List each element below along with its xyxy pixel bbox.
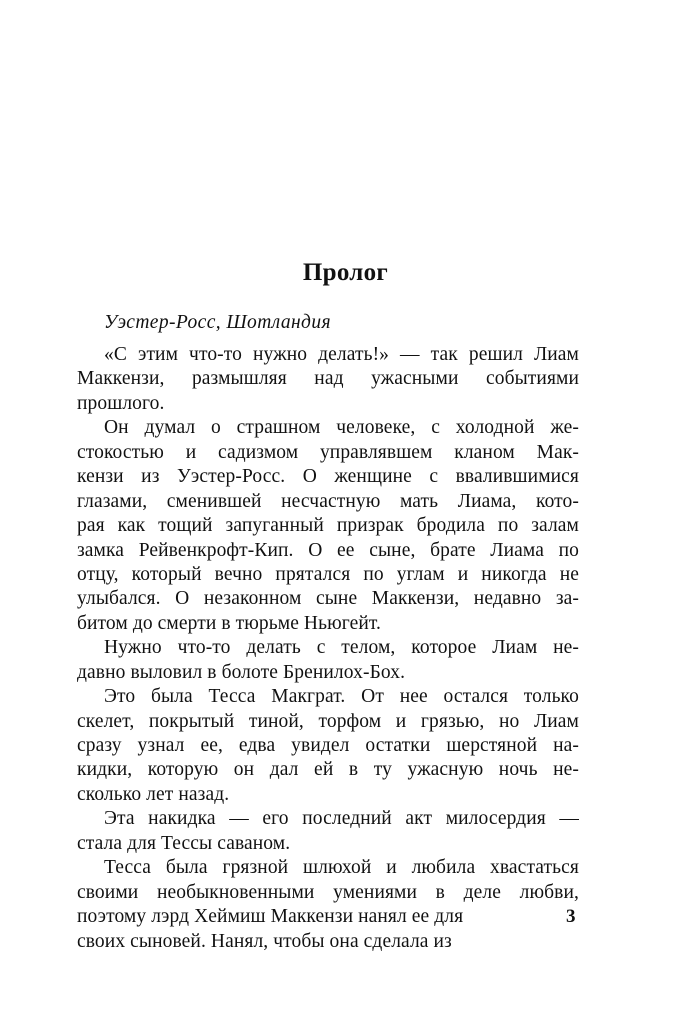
text-line: сколько лет назад. xyxy=(77,783,230,805)
body-text xyxy=(77,343,579,954)
text-line: кидки, которую он дал ей в ту ужасную ночь не- xyxy=(77,759,579,781)
text-line: своих сыновей. Нанял, чтобы она сделала из xyxy=(77,930,452,952)
text-line: замка Рейвенкрофт-Кип. О ее сыне, брате Лиама по xyxy=(77,539,579,561)
text-line: Эта накидка — его последний акт милосердия — xyxy=(104,808,579,830)
text-line: Тесса была грязной шлюхой и любила хвастаться xyxy=(104,857,579,879)
text-line: стокостью и садизмом управлявшем кланом Мак- xyxy=(77,441,579,463)
text-line: «С этим что-то нужно делать!» — так решил Лиам xyxy=(104,344,579,365)
text-line: поэтому лэрд Хеймиш Маккензи нанял ее для xyxy=(77,906,464,928)
text-line: Он думал о страшном человеке, с холодной же- xyxy=(104,417,579,439)
text-line: сразу узнал ее, едва увидел остатки шерстяной на- xyxy=(77,735,579,756)
text-line: прошлого. xyxy=(77,392,165,414)
text-line: Нужно что-то делать с телом, которое Лиам не- xyxy=(104,637,579,659)
chapter-title: Пролог xyxy=(302,259,389,286)
text-line: стала для Тессы саваном. xyxy=(77,832,291,854)
chapter-location: Уэстер-Росс, Шотландия xyxy=(104,312,331,333)
text-line: скелет, покрытый тиной, торфом и грязью, но Лиам xyxy=(77,710,579,732)
text-line: своими необыкновенными умениями в деле любви, xyxy=(77,881,579,903)
text-line: отцу, который вечно прятался по углам и никогда не xyxy=(77,563,579,585)
text-line: Это была Тесса Макграт. От нее остался только xyxy=(104,686,579,708)
page-number: 3 xyxy=(566,906,576,927)
text-line: давно выловил в болоте Бренилох-Бох. xyxy=(77,661,406,683)
text-line: Маккензи, размышляя над ужасными событиями xyxy=(77,368,579,390)
text-line: битом до смерти в тюрьме Ньюгейт. xyxy=(77,612,382,634)
text-line: кензи из Уэстер-Росс. О женщине с ввалившимися xyxy=(77,466,579,488)
text-line: улыбался. О незаконном сыне Маккензи, недавно за- xyxy=(77,588,579,610)
text-line: глазами, сменившей несчастную мать Лиама, кото- xyxy=(77,490,579,512)
text-line: рая как тощий запуганный призрак бродила по залам xyxy=(77,515,579,537)
